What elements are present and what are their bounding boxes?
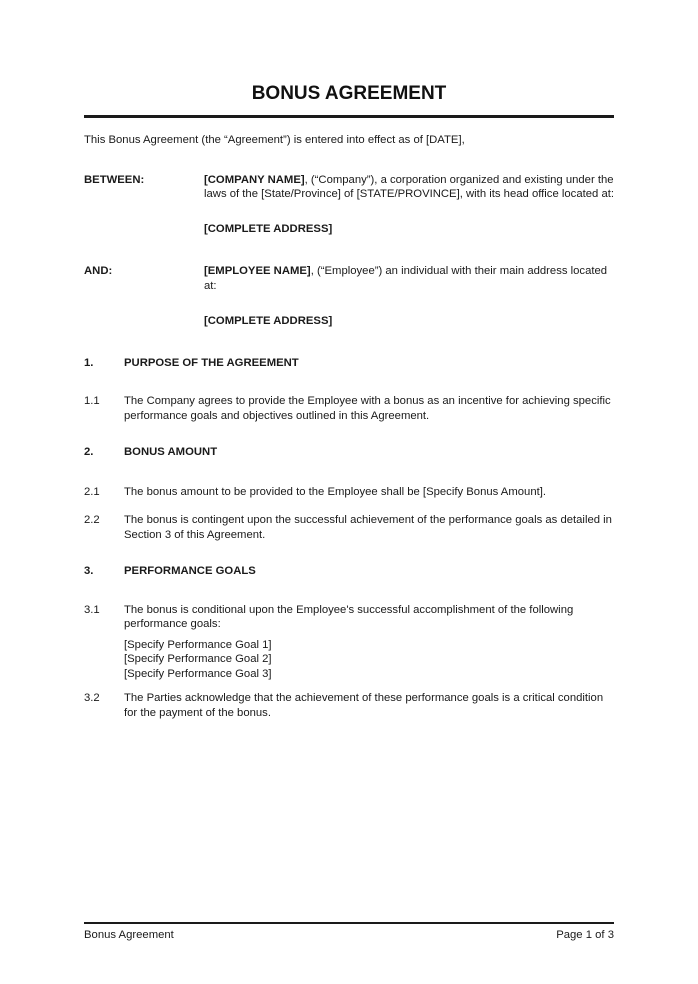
clause-text: The Company agrees to provide the Employee with a bonus as an incentive for achieving specific performance goals and objectives outlined in this Agreement.	[124, 395, 611, 422]
party-content-employee	[204, 264, 614, 329]
party-block-company	[84, 173, 614, 237]
intro-paragraph: This Bonus Agreement (the “Agreement”) is entered into effect as of [DATE],	[84, 134, 465, 146]
section-number: 2.	[84, 446, 94, 458]
clause-3-1	[84, 603, 614, 682]
party-description-employee	[204, 264, 614, 293]
party-content-company	[204, 173, 614, 237]
section-heading-purpose	[84, 356, 614, 371]
footer-document-title: Bonus Agreement	[84, 929, 174, 941]
clause-3-2	[84, 691, 614, 720]
section-number: 3.	[84, 565, 94, 577]
title-divider-rule	[84, 115, 614, 118]
party-label-between: BETWEEN:	[84, 173, 145, 186]
section-title: PERFORMANCE GOALS	[124, 565, 256, 577]
performance-goal-item: [Specify Performance Goal 1]	[124, 638, 272, 651]
clause-number: 2.2	[84, 514, 100, 526]
performance-goal-item: [Specify Performance Goal 3]	[124, 667, 272, 680]
footer-page-number: Page 1 of 3	[556, 929, 614, 941]
company-address-placeholder: [COMPLETE ADDRESS]	[204, 222, 333, 235]
section-title: PURPOSE OF THE AGREEMENT	[124, 356, 299, 369]
company-description-text: , (“Company”), a corporation organized and existing under the laws of the [State/Province] of [STATE/PROVINCE], with its head office located at:	[204, 173, 615, 200]
clause-text: The bonus is contingent upon the successful achievement of the performance goals as detailed in Section 3 of this Agreement.	[124, 514, 612, 541]
clause-text: The bonus amount to be provided to the Employee shall be [Specify Bonus Amount].	[124, 485, 547, 498]
employee-address-placeholder: [COMPLETE ADDRESS]	[204, 315, 333, 327]
document-page	[0, 84, 698, 984]
section-number: 1.	[84, 356, 94, 369]
clause-number: 1.1	[84, 395, 100, 407]
clause-body	[124, 603, 614, 682]
clause-2-1	[84, 485, 614, 500]
employee-name-placeholder: [EMPLOYEE NAME]	[204, 265, 311, 277]
page-footer	[84, 922, 614, 943]
clause-text: The Parties acknowledge that the achievement of these performance goals is a critical condition for the payment of the bonus.	[124, 692, 604, 719]
clause-text: The bonus is conditional upon the Employee's successful accomplishment of the following performance goals:	[124, 603, 574, 630]
performance-goal-item: [Specify Performance Goal 2]	[124, 653, 272, 665]
clause-2-2	[84, 513, 614, 542]
party-block-employee	[84, 264, 614, 329]
party-label-and: AND:	[84, 265, 113, 277]
party-description-company	[204, 173, 614, 202]
company-name-placeholder: [COMPANY NAME]	[204, 173, 305, 186]
section-heading-performance-goals	[84, 564, 614, 579]
clause-1-1	[84, 394, 614, 423]
section-title: BONUS AMOUNT	[124, 446, 218, 458]
clause-number: 3.1	[84, 603, 100, 616]
section-heading-bonus-amount	[84, 445, 614, 460]
clause-number: 2.1	[84, 485, 100, 498]
performance-goal-list	[124, 638, 614, 682]
employee-description-text: , (“Employee”) an individual with their main address located at:	[204, 265, 608, 292]
document-title: BONUS AGREEMENT	[251, 83, 447, 104]
clause-number: 3.2	[84, 692, 100, 704]
